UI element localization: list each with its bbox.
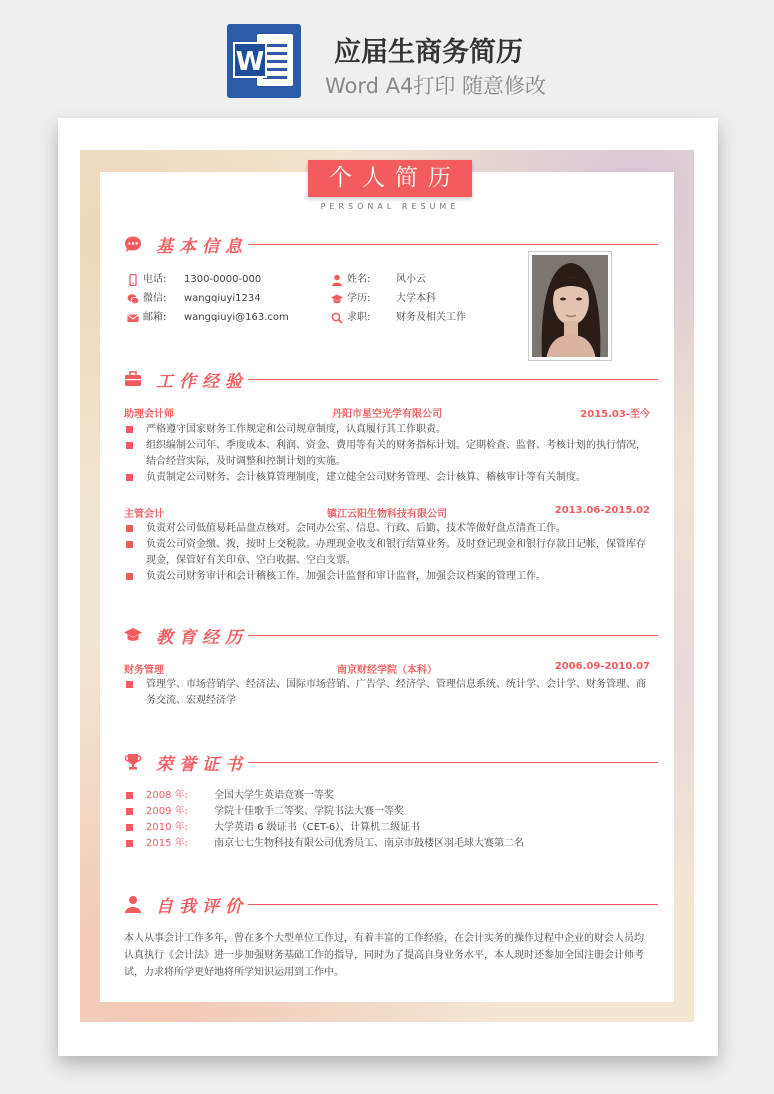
- edu-date: 2006.09-2010.07: [554, 661, 650, 672]
- work-entry-1-bullet-1: 严格遵守国家财务工作规定和公司规章制度，认真履行其工作职责。: [124, 422, 650, 438]
- work-entry-2-bullet-2: 负责公司资金缴、拨，按时上交税款。办理现金收支和银行结算业务。及时登记现金和银行存款日记帐，保管库存现金，保管好有关印章、空白收据、空白支票。: [124, 537, 650, 569]
- section-awards: [124, 751, 658, 773]
- chat-bubble-icon: [124, 235, 142, 253]
- section-divider: [248, 635, 658, 636]
- info-name-label: 姓名:: [347, 274, 371, 285]
- person-icon: [331, 274, 343, 286]
- work-entry-1-date: 2015.03-至今: [580, 409, 650, 420]
- info-wechat-label: 微信:: [143, 293, 167, 304]
- graduation-cap-icon: [331, 293, 343, 305]
- work-entry-2-date: 2013.06-2015.02: [554, 505, 650, 516]
- resume-title: 个人简历: [308, 160, 472, 197]
- work-entry-2-company: 镇江云阳生物科技有限公司: [327, 509, 447, 520]
- edu-courses: 管理学、市场营销学、经济法、国际市场营销、广告学、经济学、管理信息系统、统计学、会计学、财务管理、商务交流、宏观经济学: [124, 677, 650, 709]
- work-entry-2-bullet-1: 负责对公司低值易耗品盘点核对。会同办公室、信息、行政、后勤、技术等做好盘点清查工作。: [124, 521, 650, 537]
- section-title-work: 工作经验: [156, 372, 248, 392]
- edu-major: 财务管理: [124, 665, 164, 676]
- graduation-cap-icon: [124, 626, 142, 644]
- info-education: [331, 292, 511, 306]
- resume-subtitle: PERSONAL RESUME: [320, 202, 460, 211]
- portrait-image: [532, 255, 608, 357]
- section-self-evaluation: [124, 893, 658, 915]
- phone-icon: [127, 274, 139, 286]
- work-entry-2-title: 主管会计: [124, 509, 164, 520]
- info-education-value: 大学本科: [396, 293, 436, 304]
- section-divider: [248, 379, 658, 380]
- section-title-education: 教育经历: [156, 628, 248, 648]
- banner: [0, 0, 774, 110]
- info-phone: [127, 273, 307, 287]
- info-wechat: [127, 292, 307, 306]
- info-name: [331, 273, 511, 287]
- work-entry-1-bullet-3: 负责制定公司财务、会计核算管理制度，建立健全公司财务管理、会计核算、稽核审计等有关制度。: [124, 470, 650, 486]
- wechat-icon: [127, 293, 139, 305]
- person-icon: [124, 895, 142, 913]
- info-name-value: 风小云: [396, 274, 426, 285]
- work-entry-1-title: 助理会计师: [124, 409, 174, 420]
- section-divider: [248, 904, 658, 905]
- section-title-basic: 基本信息: [156, 237, 248, 257]
- info-email: [127, 311, 307, 325]
- info-job: [331, 311, 511, 325]
- info-education-label: 学历:: [347, 293, 371, 304]
- section-education: [124, 624, 658, 646]
- info-wechat-value: wangqiuyi1234: [184, 293, 261, 304]
- search-icon: [331, 312, 343, 324]
- edu-entry-header: [124, 661, 650, 675]
- work-entry-1-company: 丹阳市星空光学有限公司: [332, 409, 442, 420]
- section-title-self: 自我评价: [156, 897, 248, 917]
- work-entry-1-bullet-2: 组织编制公司年、季度成本、利润、资金、费用等有关的财务指标计划。定期检查、监督、考核计划的执行情况，结合经营实际，及时调整和控制计划的实施。: [124, 438, 650, 470]
- section-title-awards: 荣誉证书: [156, 755, 248, 775]
- work-entry-1-header: [124, 405, 650, 419]
- edu-school: 南京财经学院（本科）: [337, 665, 437, 676]
- info-email-label: 邮箱:: [143, 312, 167, 323]
- word-icon-letter: W: [233, 42, 267, 78]
- info-job-value: 财务及相关工作: [396, 312, 466, 323]
- info-job-label: 求职:: [347, 312, 371, 323]
- section-work: [124, 368, 658, 390]
- section-divider: [248, 244, 658, 245]
- mail-icon: [127, 312, 139, 324]
- word-icon: [227, 24, 301, 98]
- banner-title: 应届生商务简历: [334, 37, 523, 68]
- banner-subtitle: Word A4打印 随意修改: [325, 74, 547, 98]
- work-entry-2-bullet-3: 负责公司财务审计和会计稽核工作。加强会计监督和审计监督，加强会议档案的管理工作。: [124, 569, 650, 585]
- trophy-icon: [124, 753, 142, 771]
- info-email-value: wangqiuyi@163.com: [184, 312, 289, 323]
- section-divider: [248, 762, 658, 763]
- self-evaluation-text: 本人从事会计工作多年，曾在多个大型单位工作过，有着丰富的工作经验，在会计实务的操作过程中企业的财会人员均认真执行《会计法》进一步加强财务基础工作的指导，同时为了提高自身业务水平，本人现时还参加全国注册会计师考试，力求将所学更好地将所学知识运用到工作中。: [124, 933, 644, 978]
- info-phone-value: 1300-0000-000: [184, 274, 262, 285]
- work-entry-2-header: [124, 505, 650, 519]
- profile-photo: [528, 251, 612, 361]
- briefcase-icon: [124, 370, 142, 388]
- info-phone-label: 电话:: [143, 274, 167, 285]
